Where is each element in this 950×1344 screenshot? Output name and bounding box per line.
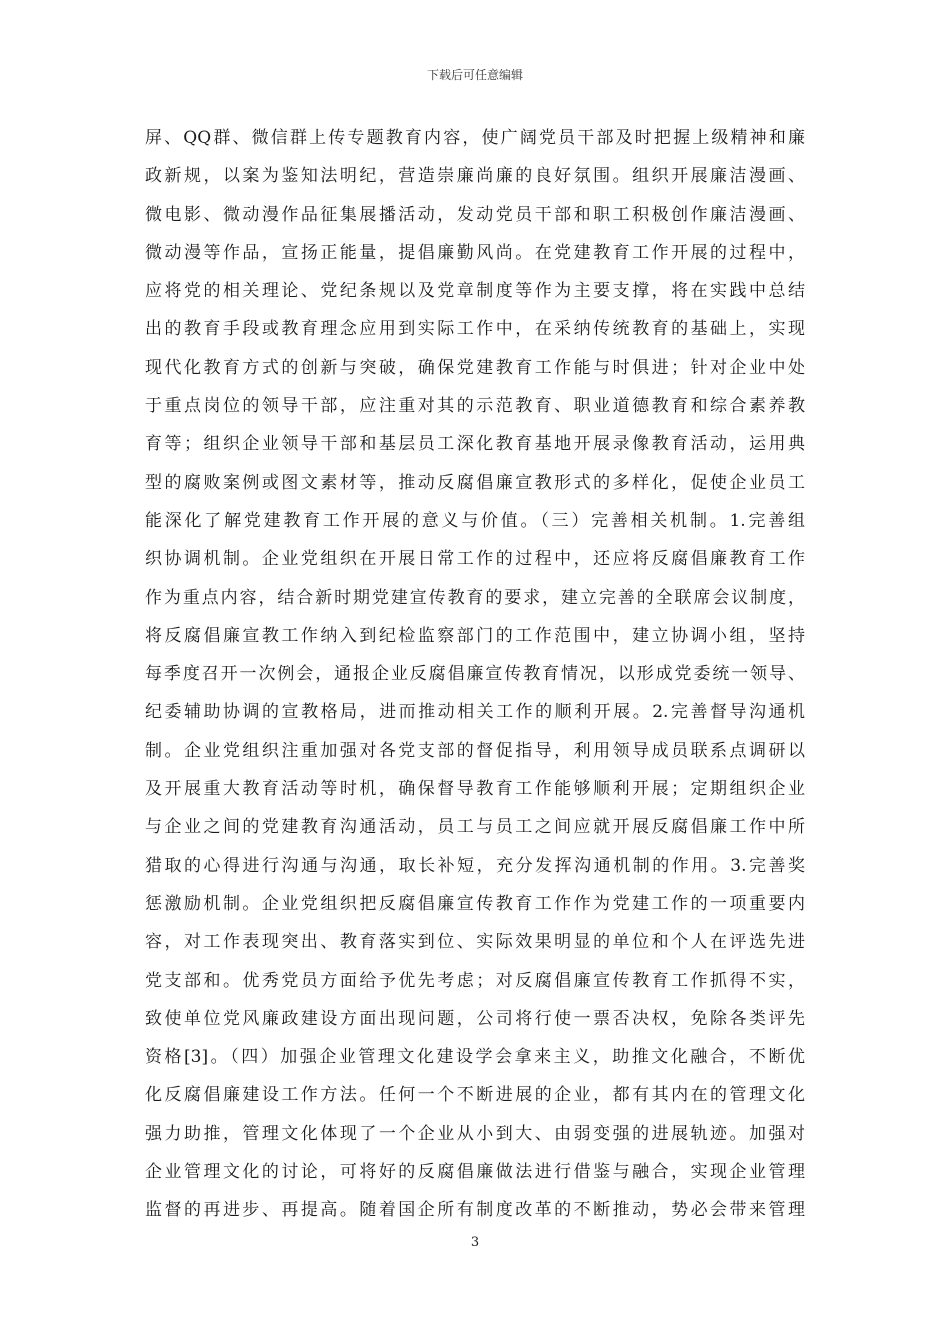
- body-text: [145, 119, 805, 1230]
- text-line: 党支部和。优秀党员方面给予优先考虑；对反腐倡廉宣传教育工作抓得不实，: [145, 970, 805, 991]
- text-line: 于重点岗位的领导干部，应注重对其的示范教育、职业道德教育和综合素养教: [145, 396, 805, 417]
- text-line: 与企业之间的党建教育沟通活动，员工与员工之间应就开展反腐倡廉工作中所: [145, 817, 805, 838]
- text-line: 现代化教育方式的创新与突破，确保党建教育工作能与时俱进；针对企业中处: [145, 357, 805, 378]
- text-line: 企业管理文化的讨论，可将好的反腐倡廉做法进行借鉴与融合，实现企业管理: [145, 1162, 805, 1183]
- text-line: 应将党的相关理论、党纪条规以及党章制度等作为主要支撑，将在实践中总结: [145, 281, 805, 302]
- text-line: 出的教育手段或教育理念应用到实际工作中，在采纳传统教育的基础上，实现: [145, 319, 805, 340]
- text-line: 及开展重大教育活动等时机，确保督导教育工作能够顺利开展；定期组织企业: [145, 779, 805, 800]
- text-line: 制。企业党组织注重加强对各党支部的督促指导，利用领导成员联系点调研以: [145, 740, 805, 761]
- text-line: 化反腐倡廉建设工作方法。任何一个不断进展的企业，都有其内在的管理文化: [145, 1085, 805, 1106]
- text-line: 政新规，以案为鉴知法明纪，营造崇廉尚廉的良好氛围。组织开展廉洁漫画、: [145, 166, 805, 187]
- text-line: 微电影、微动漫作品征集展播活动，发动党员干部和职工积极创作廉洁漫画、: [145, 204, 805, 225]
- text-line: 每季度召开一次例会，通报企业反腐倡廉宣传教育情况，以形成党委统一领导、: [145, 664, 805, 685]
- text-line: 型的腐败案例或图文素材等，推动反腐倡廉宣教形式的多样化，促使企业员工: [145, 472, 805, 493]
- text-line: 强力助推，管理文化体现了一个企业从小到大、由弱变强的进展轨迹。加强对: [145, 1123, 805, 1144]
- text-line: 猎取的心得进行沟通与沟通，取长补短，充分发挥沟通机制的作用。3.完善奖: [145, 855, 805, 876]
- text-line: 纪委辅助协调的宣教格局，进而推动相关工作的顺利开展。2.完善督导沟通机: [145, 702, 805, 723]
- text-line: 能深化了解党建教育工作开展的意义与价值。（三）完善相关机制。1.完善组: [145, 510, 805, 531]
- page-header: 下载后可任意编辑: [426, 68, 523, 82]
- text-line: 将反腐倡廉宣教工作纳入到纪检监察部门的工作范围中，建立协调小组，坚持: [145, 625, 805, 646]
- text-line: 屏、QQ群、微信群上传专题教育内容，使广阔党员干部及时把握上级精神和廉: [145, 128, 805, 148]
- text-line: 织协调机制。企业党组织在开展日常工作的过程中，还应将反腐倡廉教育工作: [145, 549, 805, 570]
- text-line: 资格[3]。（四）加强企业管理文化建设学会拿来主义，助推文化融合，不断优: [145, 1047, 805, 1068]
- text-line: 育等；组织企业领导干部和基层员工深化教育基地开展录像教育活动，运用典: [145, 434, 805, 455]
- page-number: 3: [470, 1235, 480, 1250]
- text-line: 惩激励机制。企业党组织把反腐倡廉宣传教育工作作为党建工作的一项重要内: [145, 893, 805, 914]
- text-line: 微动漫等作品，宣扬正能量，提倡廉勤风尚。在党建教育工作开展的过程中，: [145, 242, 805, 263]
- text-line: 监督的再进步、再提高。随着国企所有制度改革的不断推动，势必会带来管理: [145, 1200, 805, 1221]
- text-line: 作为重点内容，结合新时期党建宣传教育的要求，建立完善的全联席会议制度，: [145, 587, 805, 608]
- text-line: 致使单位党风廉政建设方面出现问题，公司将行使一票否决权，免除各类评先: [145, 1008, 805, 1029]
- text-line: 容，对工作表现突出、教育落实到位、实际效果明显的单位和个人在评选先进: [145, 932, 805, 953]
